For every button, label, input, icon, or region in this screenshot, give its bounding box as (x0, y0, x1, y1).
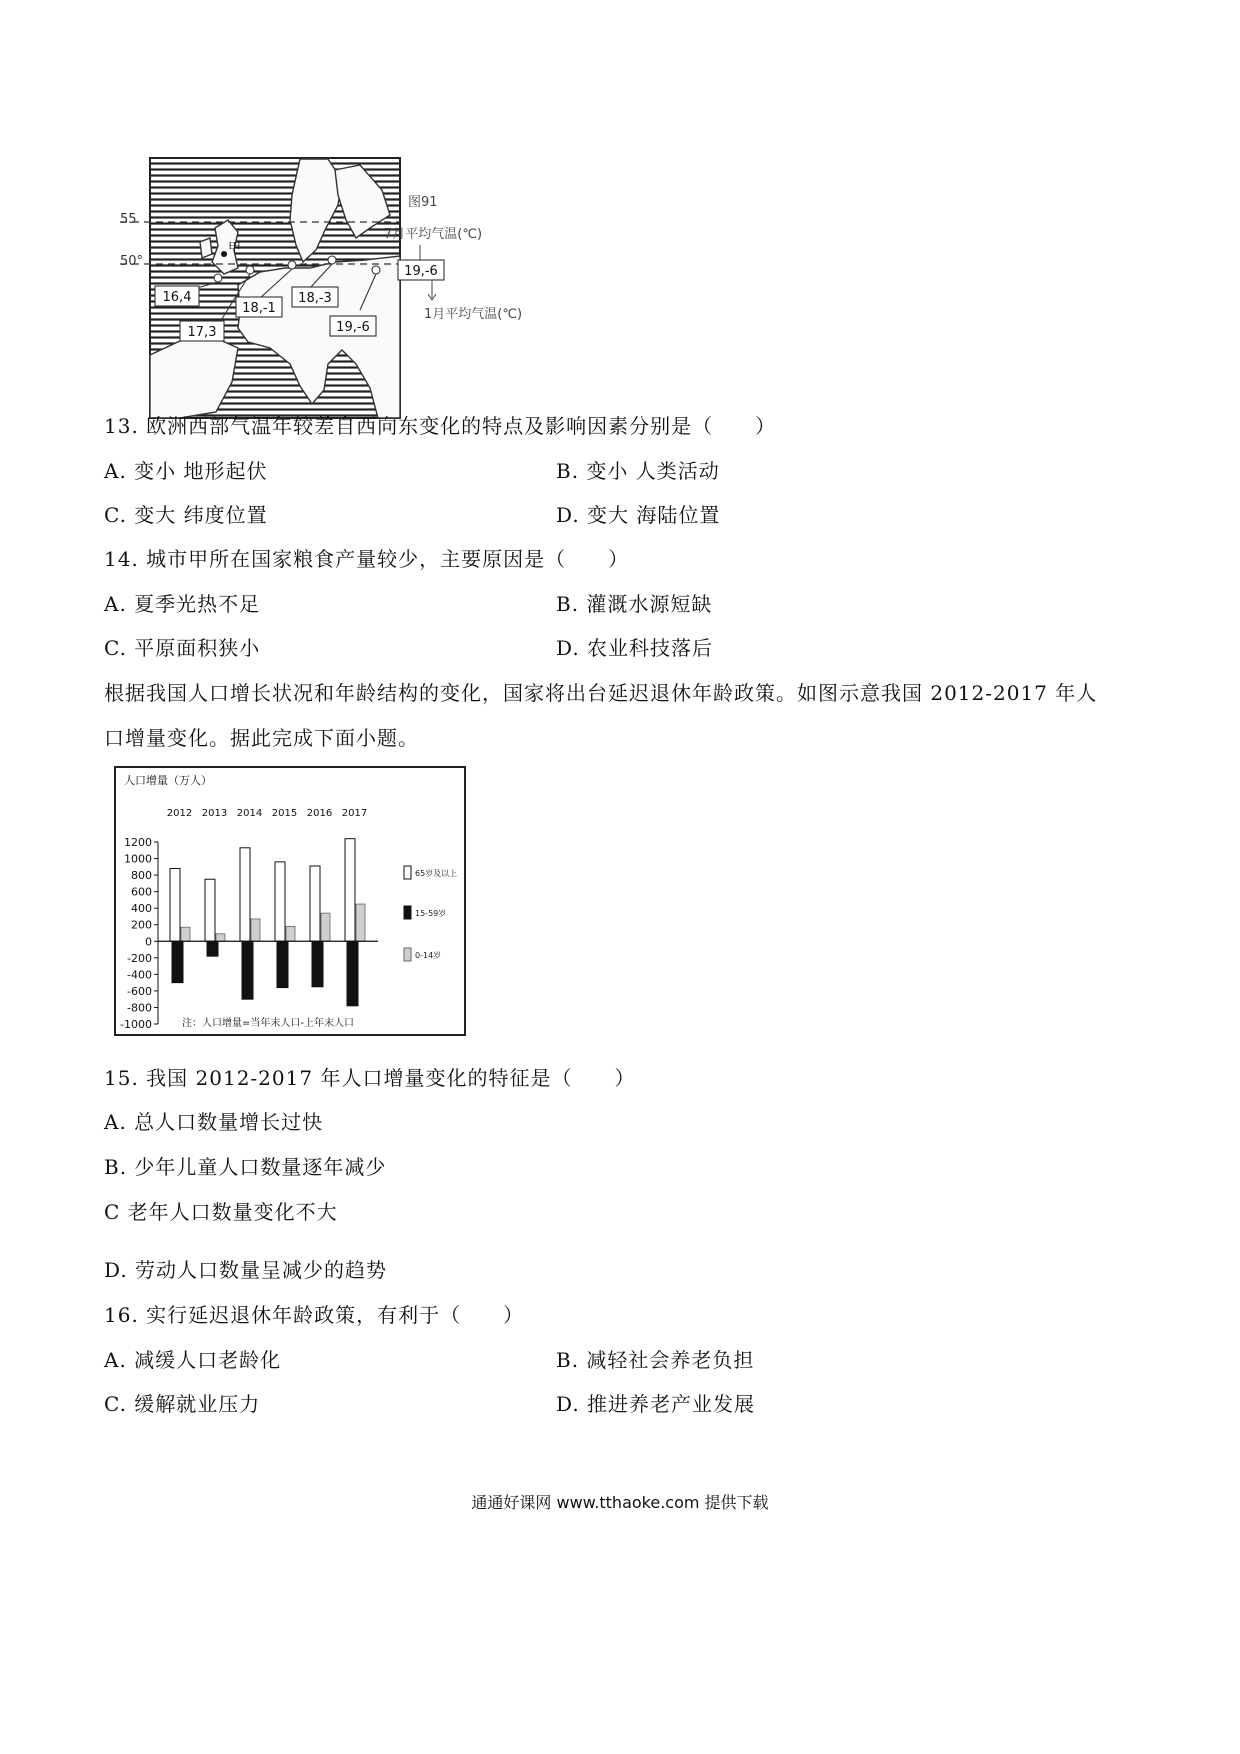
population-increment-chart (112, 764, 472, 1039)
bar-65-plus (345, 839, 355, 942)
bar-15-59 (207, 941, 218, 956)
station-box-5 (330, 316, 376, 336)
latitude-55-label: 55 (120, 212, 137, 227)
legend-july-label: 7月平均气温(℃) (384, 227, 483, 242)
y-tick-label: 200 (131, 918, 152, 932)
y-tick-label: 800 (131, 869, 152, 883)
legend-jan-label: 1月平均气温(℃) (424, 307, 523, 322)
station-box-2 (180, 321, 224, 341)
legend-swatch (404, 906, 411, 919)
option-16a[interactable]: A. 减缓人口老龄化 (104, 1348, 282, 1372)
y-tick-label: 0 (145, 935, 152, 949)
svg-text:18,-1: 18,-1 (242, 301, 276, 316)
bar-0-14 (251, 919, 260, 941)
bar-0-14 (216, 934, 225, 941)
y-tick-label: -400 (127, 968, 152, 982)
legend-label: 0-14岁 (415, 951, 442, 960)
y-tick-label: -600 (127, 984, 152, 998)
footer-watermark: 通通好课网 www.tthaoke.com 提供下载 (471, 1493, 769, 1512)
map-figure-label: 图91 (408, 195, 438, 210)
legend-sample-box (398, 260, 444, 280)
city-label: 甲 (228, 241, 242, 256)
svg-text:16,4: 16,4 (162, 290, 192, 305)
x-category-label: 2015 (271, 808, 298, 819)
option-15d[interactable]: D. 劳动人口数量呈减少的趋势 (104, 1258, 388, 1282)
option-16c[interactable]: C. 缓解就业压力 (104, 1392, 261, 1416)
svg-text:18,-3: 18,-3 (298, 291, 332, 306)
y-tick-label: 600 (131, 885, 152, 899)
chart-ylabel: 人口增量（万人） (124, 774, 212, 787)
option-13a[interactable]: A. 变小 地形起伏 (104, 459, 268, 483)
question-13: 13. 欧洲西部气温年较差自西向东变化的特点及影响因素分别是（ ） (104, 414, 777, 438)
y-tick-label: 400 (131, 902, 152, 916)
option-13b[interactable]: B. 变小 人类活动 (556, 459, 720, 483)
x-category-label: 2012 (166, 808, 193, 819)
bar-65-plus (310, 866, 320, 941)
y-tick-label: 1200 (124, 836, 152, 849)
option-13c[interactable]: C. 变大 纬度位置 (104, 503, 268, 527)
legend-label: 15-59岁 (415, 909, 447, 918)
option-13d[interactable]: D. 变大 海陆位置 (556, 503, 721, 527)
latitude-50-label: 50° (120, 254, 144, 269)
option-15b[interactable]: B. 少年儿童人口数量逐年减少 (104, 1155, 387, 1179)
question-16: 16. 实行延迟退休年龄政策，有利于（ ） (104, 1303, 525, 1327)
europe-climate-map (120, 150, 580, 435)
option-15a[interactable]: A. 总人口数量增长过快 (104, 1110, 324, 1134)
bar-65-plus (205, 879, 215, 941)
legend-swatch (404, 948, 411, 961)
x-category-label: 2013 (201, 808, 228, 819)
x-category-label: 2014 (236, 808, 263, 819)
svg-text:17,3: 17,3 (187, 325, 217, 340)
legend-label: 65岁及以上 (415, 869, 458, 878)
bar-65-plus (240, 848, 250, 941)
station-box-1 (155, 286, 199, 306)
svg-text:19,-6: 19,-6 (336, 320, 370, 335)
option-16d[interactable]: D. 推进养老产业发展 (556, 1392, 756, 1416)
option-14d[interactable]: D. 农业科技落后 (556, 636, 714, 660)
bar-0-14 (356, 904, 365, 941)
bar-15-59 (312, 941, 323, 987)
option-15c[interactable]: C 老年人口数量变化不大 (104, 1200, 338, 1224)
bar-0-14 (321, 913, 330, 941)
chart-note: 注：人口增量=当年末人口-上年末人口 (182, 1018, 354, 1029)
y-tick-label: -1000 (120, 1018, 152, 1031)
question-14: 14. 城市甲所在国家粮食产量较少，主要原因是（ ） (104, 547, 630, 571)
svg-text:19,-6: 19,-6 (404, 264, 438, 279)
x-category-label: 2017 (341, 808, 368, 819)
intro-line-2: 口增量变化。据此完成下面小题。 (104, 726, 419, 750)
bar-65-plus (170, 868, 180, 941)
y-tick-label: -800 (127, 1001, 152, 1015)
station-box-3 (236, 297, 282, 317)
bar-0-14 (181, 927, 190, 941)
station-box-4 (292, 287, 338, 307)
bar-15-59 (347, 941, 358, 1006)
bar-15-59 (277, 941, 288, 987)
option-14c[interactable]: C. 平原面积狭小 (104, 636, 261, 660)
bar-15-59 (172, 941, 183, 982)
bar-65-plus (275, 862, 285, 941)
question-15: 15. 我国 2012-2017 年人口增量变化的特征是（ ） (104, 1066, 636, 1090)
option-14b[interactable]: B. 灌溉水源短缺 (556, 592, 713, 616)
y-tick-label: 1000 (124, 852, 152, 866)
x-category-label: 2016 (306, 808, 333, 819)
bar-0-14 (286, 926, 295, 941)
bar-15-59 (242, 941, 253, 999)
option-14a[interactable]: A. 夏季光热不足 (104, 592, 261, 616)
legend-swatch (404, 866, 411, 879)
option-16b[interactable]: B. 减轻社会养老负担 (556, 1348, 755, 1372)
y-tick-label: -200 (127, 951, 152, 965)
intro-line-1: 根据我国人口增长状况和年龄结构的变化，国家将出台延迟退休年龄政策。如图示意我国 2012-2017 年人 (104, 681, 1098, 705)
